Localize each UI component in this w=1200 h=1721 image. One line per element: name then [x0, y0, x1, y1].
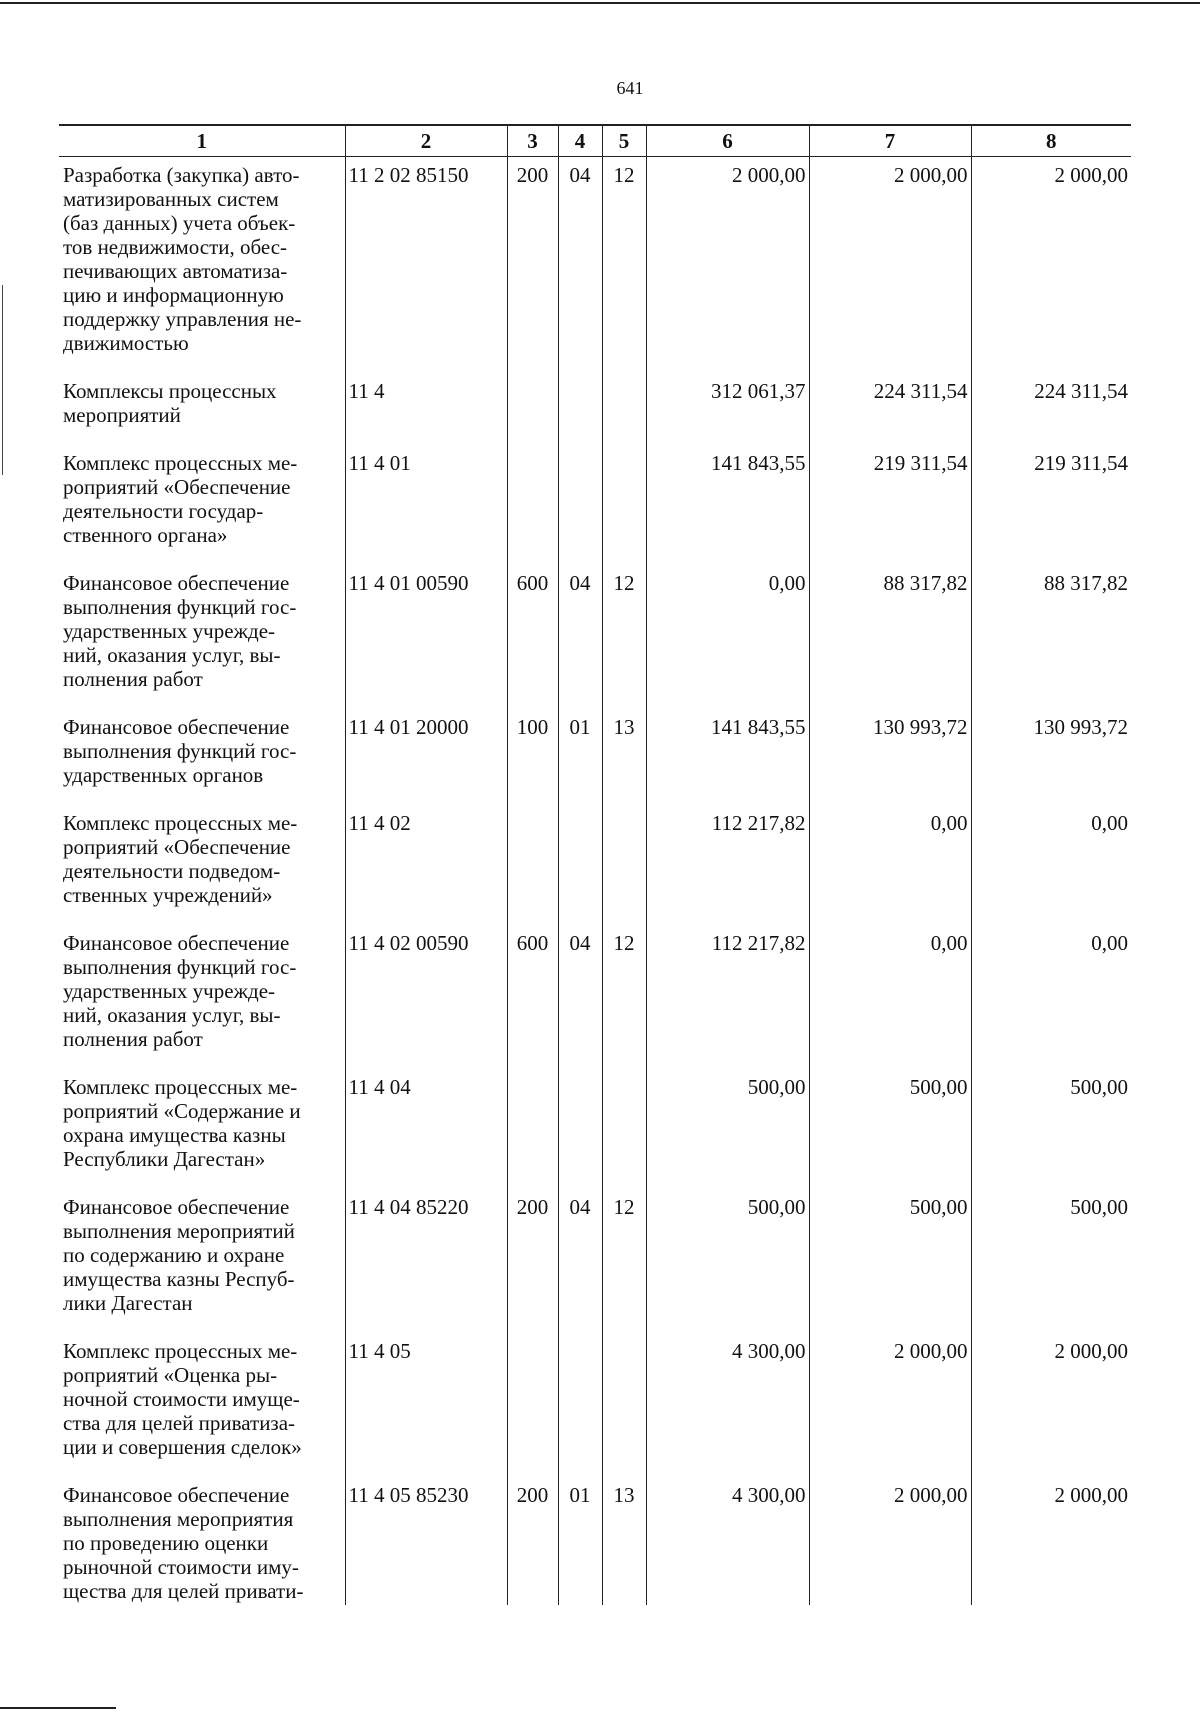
row-value-6: 500,00 — [646, 1069, 809, 1189]
row-subsection: 12 — [602, 157, 646, 374]
row-value-7: 224 311,54 — [809, 373, 971, 445]
row-section: 04 — [558, 925, 602, 1069]
row-section: 01 — [558, 709, 602, 805]
row-name — [59, 1477, 345, 1605]
row-value-6: 0,00 — [646, 565, 809, 709]
row-value-6: 112 217,82 — [646, 805, 809, 925]
row-expense-type: 200 — [507, 1189, 558, 1333]
row-name — [59, 1069, 345, 1189]
row-name-line: Финансовое обеспечение — [63, 1195, 290, 1219]
header-cell-2: 2 — [345, 125, 507, 157]
row-value-6: 4 300,00 — [646, 1477, 809, 1605]
row-value-8: 0,00 — [971, 925, 1131, 1069]
table-row — [59, 1477, 1131, 1605]
row-value-7: 500,00 — [809, 1189, 971, 1333]
page-number: 641 — [616, 78, 644, 98]
row-name-line: ударственных учрежде- — [63, 619, 276, 643]
row-value-8: 130 993,72 — [971, 709, 1131, 805]
table-row — [59, 709, 1131, 805]
row-name-line: Республики Дагестан» — [63, 1147, 266, 1171]
row-name-line: по проведению оценки — [63, 1531, 269, 1555]
row-name-line: по содержанию и охране — [63, 1243, 285, 1267]
row-value-6: 4 300,00 — [646, 1333, 809, 1477]
row-name-line: Комплекс процессных ме- — [63, 1339, 298, 1363]
row-value-6: 112 217,82 — [646, 925, 809, 1069]
row-subsection: 13 — [602, 709, 646, 805]
scan-bottom-border — [0, 1707, 116, 1709]
table-row — [59, 445, 1131, 565]
row-code: 11 4 02 00590 — [345, 925, 507, 1069]
row-subsection — [602, 373, 646, 445]
row-section — [558, 445, 602, 565]
row-section — [558, 1333, 602, 1477]
row-section — [558, 1069, 602, 1189]
row-name-line: деятельности государ- — [63, 499, 264, 523]
row-value-8: 0,00 — [971, 805, 1131, 925]
table-row — [59, 1333, 1131, 1477]
row-name-line: Комплексы процессных — [63, 379, 277, 403]
row-code: 11 4 05 85230 — [345, 1477, 507, 1605]
row-subsection: 12 — [602, 565, 646, 709]
row-name-line: печивающих автоматиза- — [63, 259, 288, 283]
row-value-8: 219 311,54 — [971, 445, 1131, 565]
row-value-7: 2 000,00 — [809, 157, 971, 374]
row-name-line: ний, оказания услуг, вы- — [63, 643, 281, 667]
row-name-line: роприятий «Обеспечение — [63, 475, 291, 499]
row-name-line: охрана имущества казны — [63, 1123, 286, 1147]
row-value-6: 2 000,00 — [646, 157, 809, 374]
row-value-7: 88 317,82 — [809, 565, 971, 709]
header-cell-6: 6 — [646, 125, 809, 157]
row-name-line: Финансовое обеспечение — [63, 571, 290, 595]
header-cell-5: 5 — [602, 125, 646, 157]
row-name-line: выполнения функций гос- — [63, 595, 297, 619]
row-subsection — [602, 445, 646, 565]
table-row — [59, 1069, 1131, 1189]
row-name-line: лики Дагестан — [63, 1291, 193, 1315]
header-row — [59, 125, 1131, 157]
row-name-line: мероприятий — [63, 403, 181, 427]
row-name-line: выполнения функций гос- — [63, 739, 297, 763]
row-value-8: 2 000,00 — [971, 1333, 1131, 1477]
row-name — [59, 709, 345, 805]
row-name — [59, 1189, 345, 1333]
row-name-line: поддержку управления не- — [63, 307, 302, 331]
table-row — [59, 373, 1131, 445]
header-cell-4: 4 — [558, 125, 602, 157]
row-name-line: ударственных учрежде- — [63, 979, 276, 1003]
row-value-6: 312 061,37 — [646, 373, 809, 445]
row-code: 11 2 02 85150 — [345, 157, 507, 374]
table-row — [59, 565, 1131, 709]
header-cell-8: 8 — [971, 125, 1131, 157]
row-name — [59, 1333, 345, 1477]
row-value-8: 500,00 — [971, 1069, 1131, 1189]
row-code: 11 4 01 — [345, 445, 507, 565]
header-cell-1: 1 — [59, 125, 345, 157]
row-code: 11 4 05 — [345, 1333, 507, 1477]
row-name — [59, 445, 345, 565]
row-name-line: полнения работ — [63, 667, 203, 691]
row-section — [558, 373, 602, 445]
row-value-7: 2 000,00 — [809, 1333, 971, 1477]
row-name-line: выполнения функций гос- — [63, 955, 297, 979]
row-value-7: 0,00 — [809, 805, 971, 925]
row-code: 11 4 04 85220 — [345, 1189, 507, 1333]
row-name-line: роприятий «Оценка ры- — [63, 1363, 278, 1387]
row-name — [59, 373, 345, 445]
row-value-6: 141 843,55 — [646, 445, 809, 565]
row-value-6: 500,00 — [646, 1189, 809, 1333]
row-expense-type — [507, 1069, 558, 1189]
row-section — [558, 805, 602, 925]
row-name-line: (баз данных) учета объек- — [63, 211, 296, 235]
row-subsection — [602, 1333, 646, 1477]
row-value-7: 130 993,72 — [809, 709, 971, 805]
row-name-line: Комплекс процессных ме- — [63, 811, 298, 835]
row-subsection: 12 — [602, 925, 646, 1069]
row-value-7: 219 311,54 — [809, 445, 971, 565]
row-name — [59, 805, 345, 925]
row-name-line: Разработка (закупка) авто- — [63, 163, 300, 187]
scan-top-border — [0, 2, 1200, 4]
row-code: 11 4 01 20000 — [345, 709, 507, 805]
table-row — [59, 1189, 1131, 1333]
row-name-line: матизированных систем — [63, 187, 279, 211]
row-name-line: щества для целей привати- — [63, 1579, 304, 1603]
row-subsection: 13 — [602, 1477, 646, 1605]
table-row — [59, 925, 1131, 1069]
row-name-line: полнения работ — [63, 1027, 203, 1051]
table-row — [59, 157, 1131, 374]
row-code: 11 4 02 — [345, 805, 507, 925]
row-expense-type: 100 — [507, 709, 558, 805]
table-row — [59, 805, 1131, 925]
row-name — [59, 925, 345, 1069]
row-name — [59, 157, 345, 374]
row-code: 11 4 01 00590 — [345, 565, 507, 709]
row-value-7: 2 000,00 — [809, 1477, 971, 1605]
row-expense-type — [507, 373, 558, 445]
row-subsection — [602, 805, 646, 925]
row-name-line: ства для целей приватиза- — [63, 1411, 296, 1435]
row-subsection: 12 — [602, 1189, 646, 1333]
row-name-line: Финансовое обеспечение — [63, 715, 290, 739]
row-name-line: ударственных органов — [63, 763, 264, 787]
row-expense-type: 200 — [507, 1477, 558, 1605]
row-section: 04 — [558, 565, 602, 709]
row-code: 11 4 04 — [345, 1069, 507, 1189]
row-name-line: имущества казны Респуб- — [63, 1267, 295, 1291]
row-code: 11 4 — [345, 373, 507, 445]
row-section: 04 — [558, 1189, 602, 1333]
row-name-line: ний, оказания услуг, вы- — [63, 1003, 281, 1027]
row-section: 04 — [558, 157, 602, 374]
row-value-8: 2 000,00 — [971, 157, 1131, 374]
row-name-line: роприятий «Обеспечение — [63, 835, 291, 859]
header-cell-3: 3 — [507, 125, 558, 157]
row-expense-type: 200 — [507, 157, 558, 374]
row-expense-type: 600 — [507, 565, 558, 709]
row-name-line: выполнения мероприятий — [63, 1219, 295, 1243]
row-name-line: деятельности подведом- — [63, 859, 281, 883]
row-expense-type — [507, 1333, 558, 1477]
row-name-line: Финансовое обеспечение — [63, 931, 290, 955]
row-name-line: рыночной стоимости иму- — [63, 1555, 299, 1579]
row-name-line: тов недвижимости, обес- — [63, 235, 288, 259]
row-name-line: роприятий «Содержание и — [63, 1099, 301, 1123]
row-value-8: 88 317,82 — [971, 565, 1131, 709]
row-name-line: Комплекс процессных ме- — [63, 1075, 298, 1099]
scan-left-mark — [2, 285, 3, 475]
row-subsection — [602, 1069, 646, 1189]
row-name-line: ночной стоимости имуще- — [63, 1387, 300, 1411]
row-value-8: 2 000,00 — [971, 1477, 1131, 1605]
row-value-8: 500,00 — [971, 1189, 1131, 1333]
budget-table — [59, 124, 1131, 1605]
row-section: 01 — [558, 1477, 602, 1605]
row-name-line: движимостью — [63, 331, 189, 355]
row-name-line: ственного органа» — [63, 523, 228, 547]
row-name-line: выполнения мероприятия — [63, 1507, 294, 1531]
row-name — [59, 565, 345, 709]
row-expense-type — [507, 805, 558, 925]
row-value-7: 500,00 — [809, 1069, 971, 1189]
row-name-line: Финансовое обеспечение — [63, 1483, 290, 1507]
table-body — [59, 157, 1131, 1606]
row-expense-type: 600 — [507, 925, 558, 1069]
row-value-7: 0,00 — [809, 925, 971, 1069]
row-name-line: Комплекс процессных ме- — [63, 451, 298, 475]
row-name-line: цию и информационную — [63, 283, 284, 307]
row-expense-type — [507, 445, 558, 565]
row-value-6: 141 843,55 — [646, 709, 809, 805]
row-name-line: ственных учреждений» — [63, 883, 273, 907]
row-value-8: 224 311,54 — [971, 373, 1131, 445]
header-cell-7: 7 — [809, 125, 971, 157]
row-name-line: ции и совершения сделок» — [63, 1435, 302, 1459]
